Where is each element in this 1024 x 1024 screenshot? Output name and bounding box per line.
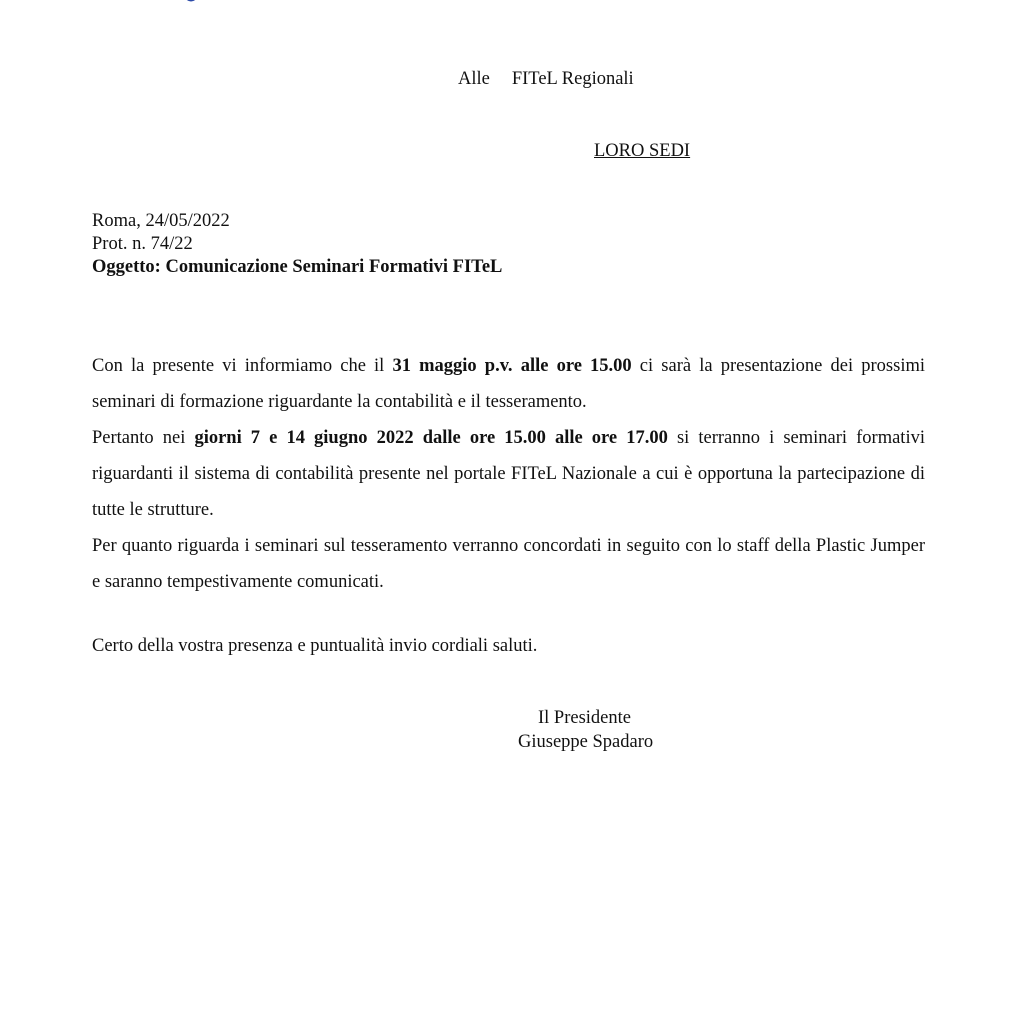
letter-body	[92, 348, 925, 600]
paragraph-announcement-start: Con la presente vi informiamo che il	[92, 356, 393, 376]
presentation-date: 31 maggio p.v. alle ore 15.00	[392, 356, 632, 376]
recipient-name: FITeL Regionali	[511, 69, 634, 89]
letter-meta	[92, 210, 502, 279]
paragraph-membership: Per quanto riguarda i seminari sul tesseramento verranno concordati in seguito con lo staff della Plastic Jumper e saranno tempestivamente comunicati.	[92, 536, 925, 592]
recipient-line	[458, 68, 634, 90]
place-date: Roma, 24/05/2022	[92, 211, 230, 231]
paragraph-announcement	[92, 348, 925, 420]
paragraph-seminars	[92, 420, 925, 528]
fitel-logo-icon	[180, 0, 202, 6]
signature-title: Il Presidente	[538, 708, 631, 728]
signature-name: Giuseppe Spadaro	[518, 732, 654, 752]
paragraph-announcement-end: ci sarà la presentazione dei prossimi seminari di formazione riguardante la contabilità e il tesseramento.	[92, 356, 925, 412]
letter-subject: Oggetto: Comunicazione Seminari Formativi FITeL	[92, 257, 503, 277]
signature-block	[518, 706, 653, 754]
closing-line: Certo della vostra presenza e puntualità invio cordiali saluti.	[92, 636, 538, 656]
paragraph-seminars-end: si terranno i seminari formativi riguardanti il sistema di contabilità presente nel portale FITeL Nazionale a cui è opportuna la partecipazione di tutte le strutture.	[92, 428, 925, 520]
seminar-dates: giorni 7 e 14 giugno 2022 dalle ore 15.00 alle ore 17.00	[194, 428, 668, 448]
protocol-number: Prot. n. 74/22	[92, 234, 193, 254]
recipient-prefix: Alle	[458, 69, 490, 89]
paragraph-seminars-start: Pertanto nei	[92, 428, 195, 448]
recipient-location: LORO SEDI	[594, 141, 691, 161]
